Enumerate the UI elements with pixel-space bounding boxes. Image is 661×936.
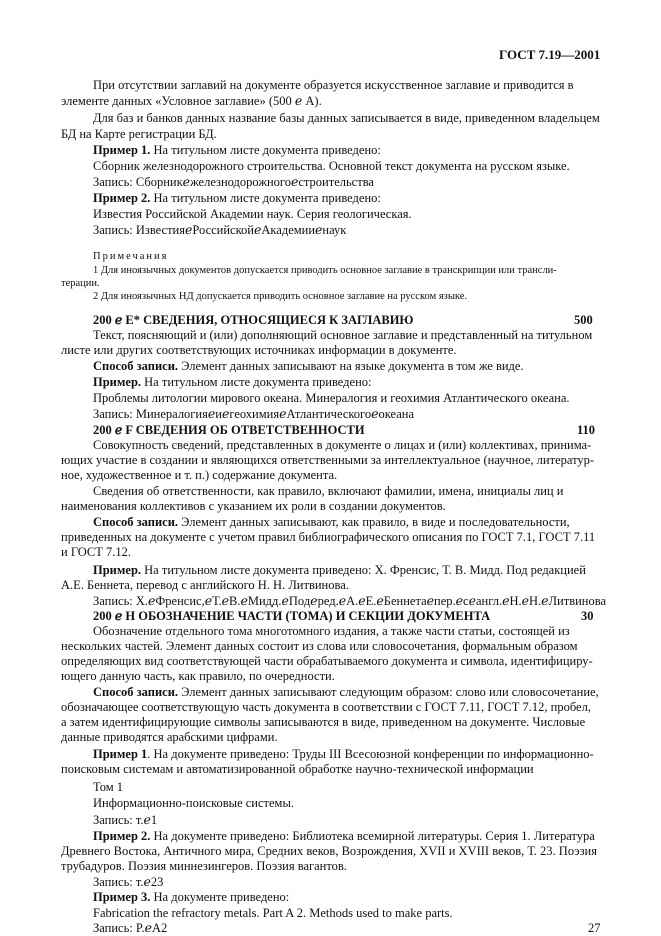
note-1-line-2: терации. — [61, 278, 100, 289]
s200e-example-line-2: Проблемы литологии мирового океана. Минералогия и геохимия Атлантического океана. — [93, 391, 570, 405]
s200h-example-3 — [93, 890, 289, 904]
s200h-example-3-line-2: Fabrication the refractory metals. Part A 2. Methods used to make parts. — [93, 906, 453, 920]
note-1-line-1: 1 Для иноязычных документов допускается приводить основное заглавие в транскрипции или трансли- — [93, 265, 557, 276]
example-text: На титульном листе документа приведено: Х. Френсис, Т. В. Мидд. Под редакцией — [141, 563, 586, 577]
note-2: 2 Для иноязычных НД допускается приводить основное заглавие на русском языке. — [93, 291, 468, 302]
example-text: На титульном листе документа приведено: — [141, 375, 372, 389]
example-label: Пример 1 — [93, 747, 148, 761]
example-text: На титульном листе документа приведено: — [150, 191, 381, 205]
example-label: Пример 3. — [93, 890, 151, 904]
s200h-line-6: обозначающее соответствующую часть документа в соответствии с ГОСТ 7.11, ГОСТ 7.12, пробел, — [61, 700, 591, 714]
page-number: 27 — [588, 921, 601, 935]
s200h-example-1-line-2: поисковым системам и автоматизированной обработке научно-технической информации — [61, 762, 534, 776]
s200f-line-1: Совокупность сведений, представленных в документе о лицах и (или) коллективах, принима- — [93, 438, 592, 452]
s200f-line-4: Сведения об ответственности, как правило, включают фамилии, имена, инициалы лиц и — [93, 484, 564, 498]
method-label: Способ записи. — [93, 685, 179, 699]
example-1-record: Запись: Сборникℯжелезнодорожногоℯстроительства — [93, 175, 374, 189]
example-label: Пример 1. — [93, 143, 151, 157]
example-1-intro — [93, 143, 381, 157]
example-label: Пример 2. — [93, 829, 151, 843]
notes-title: Примечания — [93, 251, 169, 262]
section-heading-200f: 200 ℯ F СВЕДЕНИЯ ОБ ОТВЕТСТВЕННОСТИ — [93, 423, 365, 437]
s200h-example-2 — [93, 829, 595, 843]
intro-paragraph-1-line-2: элементе данных «Условное заглавие» (500 ℯ А). — [61, 94, 322, 108]
section-code-200f: 110 — [577, 423, 596, 437]
s200h-example-2-line-2: Древнего Востока, Античного мира, Средних веков, Возрождения, XVII и XVIII веков, Т. 23. Поэзия — [61, 844, 597, 858]
example-label: Пример 2. — [93, 191, 151, 205]
s200h-example-3-record: Запись: P.ℯA2 — [93, 921, 168, 935]
example-text: На титульном листе документа приведено: — [150, 143, 381, 157]
s200f-example — [93, 563, 586, 577]
section-code-200h: 30 — [581, 609, 594, 623]
s200h-example-2-line-3: трубадуров. Поэзия миннезингеров. Поэзия вагантов. — [61, 859, 347, 873]
s200h-example-1-line-4: Информационно-поисковые системы. — [93, 796, 294, 810]
s200h-example-1-line-3: Том 1 — [93, 780, 123, 794]
intro-paragraph-2-line-1: Для баз и банков данных название базы данных записывается в виде, приведенном владельцем — [93, 111, 600, 125]
s200e-example — [93, 375, 371, 389]
s200h-line-1: Обозначение отдельного тома многотомного издания, а также части статьи, состоящей из — [93, 624, 570, 638]
s200h-line-7: а затем идентифицирующие символы записываются в виде, приведенном на документе. Числовые — [61, 715, 586, 729]
intro-paragraph-2-line-2: БД на Карте регистрации БД. — [61, 127, 217, 141]
intro-paragraph-1-line-1: При отсутствии заглавий на документе образуется искусственное заглавие и приводится в — [93, 78, 574, 92]
example-text: На документе приведено: — [150, 890, 290, 904]
method-label: Способ записи. — [93, 515, 179, 529]
example-2-line-2: Известия Российской Академии наук. Серия геологическая. — [93, 207, 412, 221]
example-label: Пример. — [93, 375, 142, 389]
example-2-intro — [93, 191, 381, 205]
example-text: . На документе приведено: Труды III Всесоюзной конференции по информационно- — [147, 747, 594, 761]
example-label: Пример. — [93, 563, 142, 577]
method-label: Способ записи. — [93, 359, 179, 373]
s200f-line-8: и ГОСТ 7.12. — [61, 545, 132, 559]
s200e-method — [93, 359, 524, 373]
s200f-record: Запись: Х.ℯФренсис,ℯТ.ℯВ.ℯМидд.ℯПодℯред.ℯА.ℯЕ.ℯБеннетаℯпер.ℯсℯангл.ℯН.ℯН.ℯЛитвинова — [93, 594, 607, 608]
s200h-line-8: данные приводятся арабскими цифрами. — [61, 730, 278, 744]
s200f-line-2: ющих участие в создании и являющихся ответственными за интеллектуальное (научное, литератур- — [61, 453, 595, 467]
s200e-record: Запись: МинералогияℯиℯгеохимияℯАтлантическогоℯокеана — [93, 407, 415, 421]
s200e-line-2: листе или других соответствующих источниках информации в документе. — [61, 343, 457, 357]
example-1-line-2: Сборник железнодорожного строительства. Основной текст документа на русском языке. — [93, 159, 570, 173]
s200e-line-1: Текст, поясняющий и (или) дополняющий основное заглавие и представленный на титульном — [93, 328, 593, 342]
s200f-line-3: ное, художественное и т. п.) содержание документа. — [61, 468, 338, 482]
s200f-method — [93, 515, 570, 529]
s200h-line-2: нескольких частей. Элемент данных состоит из слова или словосочетания, формальным образом — [61, 639, 578, 653]
s200h-method — [93, 685, 599, 699]
method-text: Элемент данных записывают, как правило, в виде и последовательности, — [178, 515, 570, 529]
section-heading-200h: 200 ℯ H ОБОЗНАЧЕНИЕ ЧАСТИ (ТОМА) И СЕКЦИИ ДОКУМЕНТА — [93, 609, 491, 623]
s200h-example-2-record: Запись: т.ℯ23 — [93, 875, 164, 889]
s200f-line-5: наименования коллективов с указанием их роли в создании документов. — [61, 499, 446, 513]
method-text: Элемент данных записывают на языке документа в том же виде. — [178, 359, 524, 373]
s200f-line-7: приведенных на документе с учетом правил библиографического описания по ГОСТ 7.1, ГОСТ 7.11 — [61, 530, 596, 544]
s200h-line-3: определяющих вид соответствующей части обрабатываемого документа и символа, идентифициру- — [61, 654, 593, 668]
section-code-200e: 500 — [574, 313, 593, 327]
method-text: Элемент данных записывают следующим образом: слово или словосочетание, — [178, 685, 599, 699]
s200h-example-1 — [93, 747, 594, 761]
s200h-line-4: ющего данную часть, как правило, по очередности. — [61, 669, 335, 683]
example-2-record: Запись: ИзвестияℯРоссийскойℯАкадемииℯнаук — [93, 223, 347, 237]
s200h-example-1-record: Запись: т.ℯ1 — [93, 813, 158, 827]
example-text: На документе приведено: Библиотека всемирной литературы. Серия 1. Литература — [150, 829, 595, 843]
s200f-example-line-2: А.Е. Беннета, перевод с английского Н. Н. Литвинова. — [61, 578, 349, 592]
section-heading-200e: 200 ℯ E* СВЕДЕНИЯ, ОТНОСЯЩИЕСЯ К ЗАГЛАВИЮ — [93, 313, 414, 327]
document-code: ГОСТ 7.19—2001 — [499, 47, 601, 62]
